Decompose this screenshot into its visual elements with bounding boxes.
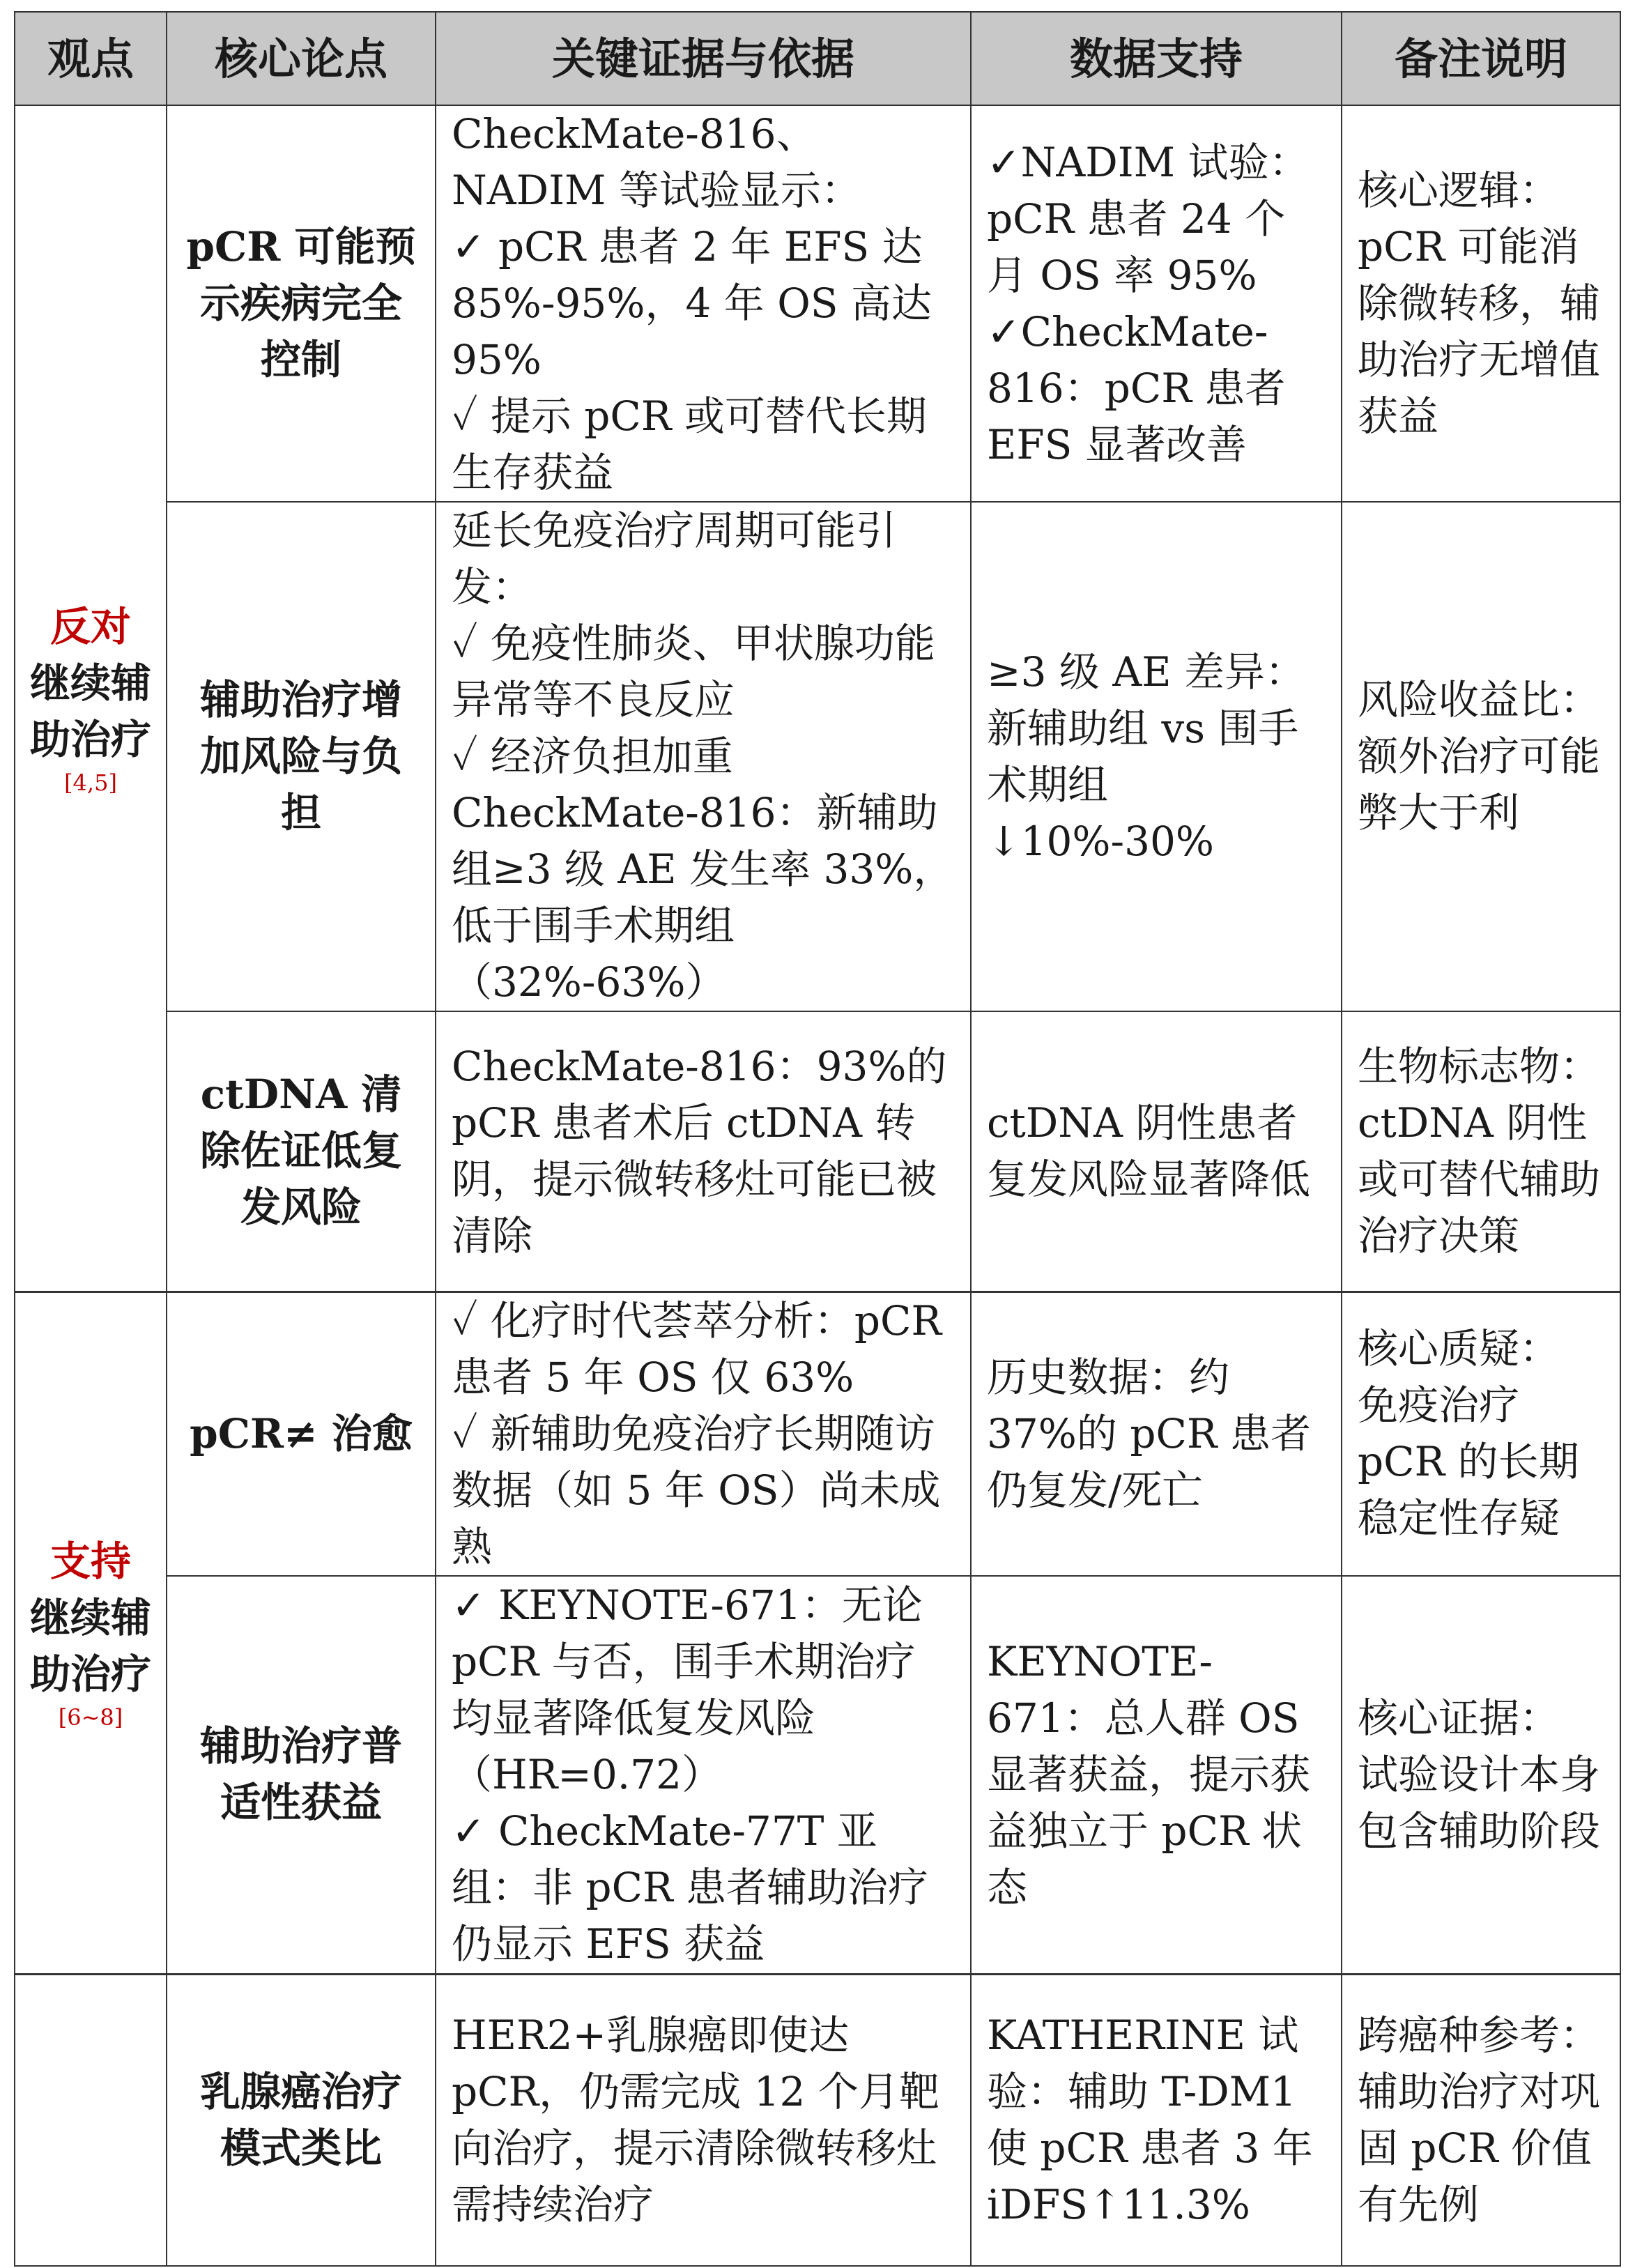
header-remarks: 备注说明 [1342,12,1620,105]
table-row [15,502,1620,1011]
viewpoint-cell-oppose [15,105,167,1292]
note-line: 核心质疑： [1358,1325,1560,1372]
evidence-line: ✓ KEYNOTE-671：无论 pCR 与否，围手术期治疗均显著降低复发风险（HR=0.72） [452,1581,923,1798]
data-cell [971,1011,1342,1292]
viewpoint-cell-support [15,1292,167,1975]
table-row [15,105,1620,502]
data-line: 历史数据：约 37%的 pCR 患者仍复发/死亡 [987,1353,1311,1514]
evidence-line: CheckMate-816、NADIM 等试验显示： [452,110,861,214]
header-row [15,12,1620,105]
evidence-cell [436,1576,971,1975]
note-cell [1342,1975,1620,2266]
note-cell [1342,105,1620,502]
viewpoint-label: 支持 [49,1538,131,1586]
evidence-line: 延长免疫治疗周期可能引发： [452,507,897,611]
note-line: 核心逻辑： [1358,167,1560,214]
evidence-line: CheckMate-816：93%的 pCR 患者术后 ctDNA 转阴，提示微转移灶可能已被清除 [452,1042,947,1259]
note-line: 核心证据： [1358,1694,1560,1742]
header-data-support: 数据支持 [971,12,1342,105]
evidence-cell [436,1292,971,1576]
header-key-evidence: 关键证据与依据 [436,12,971,105]
note-line: 免疫治疗 pCR 的长期稳定性存疑 [1358,1381,1579,1542]
note-cell [1342,1576,1620,1975]
evidence-cell [436,1975,971,2266]
viewpoint-label: 反对 [49,603,131,651]
data-cell [971,1292,1342,1576]
core-argument: ctDNA 清除佐证低复发风险 [167,1011,436,1292]
evidence-line: ✓ 化疗时代荟萃分析：pCR 患者 5 年 OS 仅 63% [452,1296,942,1401]
evidence-line: ✓ CheckMate-77T 亚组：非 pCR 患者辅助治疗仍显示 EFS 获益 [452,1807,929,1968]
data-line: ✓NADIM 试验：pCR 患者 24 个月 OS 率 95% [987,138,1310,299]
note-line: 风险收益比： [1358,676,1601,723]
evidence-line: ✓ 免疫性肺炎、甲状腺功能异常等不良反应 [452,620,935,723]
evidence-cell [436,105,971,502]
core-argument: 辅助治疗增加风险与负担 [167,502,436,1011]
note-line: ctDNA 阴性或可替代辅助治疗决策 [1358,1098,1601,1259]
data-line: 新辅助组 vs 围手术期组 ↓10%-30% [987,704,1299,865]
table-row [15,1292,1620,1576]
data-line: KEYNOTE-671：总人群 OS 显著获益，提示获益独立于 pCR 状态 [987,1637,1311,1911]
note-line: 额外治疗可能弊大于利 [1358,733,1601,836]
header-core-argument: 核心论点 [167,12,436,105]
note-line: 生物标志物： [1358,1042,1601,1090]
data-line: ✓CheckMate-816：pCR 患者 EFS 显著改善 [987,307,1286,468]
viewpoint-cell-empty [15,1975,167,2266]
note-line: 跨癌种参考： [1358,2011,1601,2059]
viewpoint-text: 继续辅助治疗 [29,1594,151,1699]
data-cell [971,1576,1342,1975]
citation-ref: [6~8] [58,1704,123,1731]
core-argument: 辅助治疗普适性获益 [167,1576,436,1975]
citation-ref: [4,5] [64,769,117,797]
viewpoint-text: 继续辅助治疗 [29,659,151,764]
evidence-line: CheckMate-816：新辅助组≥3 级 AE 发生率 33%，低于围手术期组（32%-63%） [452,789,954,1006]
evidence-line: ✓ 经济负担加重 [452,733,733,780]
data-cell [971,502,1342,1011]
data-line: ctDNA 阴性患者复发风险显著降低 [987,1098,1311,1203]
core-argument: 乳腺癌治疗模式类比 [167,1975,436,2266]
note-line: 试验设计本身包含辅助阶段 [1358,1750,1601,1855]
evidence-line: HER2+乳腺癌即使达 pCR，仍需完成 12 个月靶向治疗，提示清除微转移灶需持续治疗 [452,2011,939,2228]
comparison-table [14,11,1621,2267]
evidence-cell [436,502,971,1011]
data-cell [971,105,1342,502]
table-row [15,1975,1620,2266]
evidence-cell [436,1011,971,1292]
table-row [15,1576,1620,1975]
note-cell [1342,1292,1620,1576]
note-line: pCR 可能消除微转移，辅助治疗无增值获益 [1358,223,1601,440]
evidence-line: ✓ 新辅助免疫治疗长期随访数据（如 5 年 OS）尚未成熟 [452,1409,941,1570]
data-line: ≥3 级 AE 差异： [987,648,1306,696]
data-line: KATHERINE 试验：辅助 T-DM1 使 pCR 患者 3 年 iDFS↑11.3% [987,2011,1313,2228]
table-row [15,1011,1620,1292]
note-line: 辅助治疗对巩固 pCR 价值有先例 [1358,2067,1601,2228]
header-viewpoint: 观点 [15,12,167,105]
data-cell [971,1975,1342,2266]
core-argument: pCR≠ 治愈 [167,1292,436,1576]
note-cell [1342,502,1620,1011]
core-argument: pCR 可能预示疾病完全控制 [167,105,436,502]
note-cell [1342,1011,1620,1292]
evidence-line: ✓ pCR 患者 2 年 EFS 达 85%-95%，4 年 OS 高达 95% [452,223,932,383]
evidence-line: ✓ 提示 pCR 或可替代长期生存获益 [452,392,927,496]
